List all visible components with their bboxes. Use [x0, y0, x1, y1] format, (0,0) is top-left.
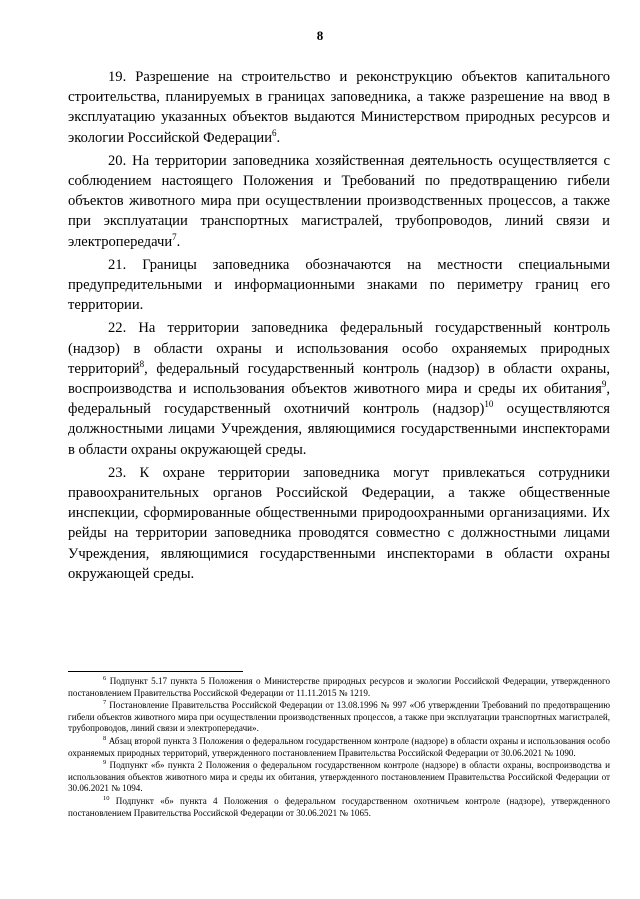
footnote-ref: 8 [139, 358, 145, 369]
page-number: 8 [316, 28, 324, 43]
paragraph-text-part: , федеральный государственный охотничий контроль (надзор) [68, 381, 610, 418]
paragraph-text-part: 22. На территории заповедника федеральный государственный контроль (надзор) в области охраны и использования особо охраняемых природных территорий [68, 320, 610, 377]
paragraph-text: 20. На территории заповедника хозяйственная деятельность осуществляется с соблюдением настоящего Положения и Требований по предотвращению гибели объектов животного мира при осуществлении производственных процессов, а также при эксплуатации транспортных магистралей, трубопроводов, линий связи и электропередачи [68, 152, 610, 250]
footnote-number: 8 [103, 734, 107, 742]
paragraph-text: 19. Разрешение на строительство и реконструкцию объектов капитального строительства, планируемых в границах заповедника, а также разрешение на ввод в эксплуатацию указанных объектов выдаются Министерством природных ресурсов и экологии Российской Федерации [68, 69, 610, 146]
paragraph-20 [68, 151, 610, 252]
footnote-number: 10 [103, 794, 110, 802]
paragraph-tail: . [276, 129, 281, 146]
main-text [68, 67, 610, 587]
footnote-ref: 9 [601, 379, 607, 390]
paragraph-text-part: , федеральный государственный контроль (надзор) в области охраны, воспроизводства и использования объектов животного мира и среды их обитания [68, 360, 610, 398]
footnote-number: 7 [103, 699, 107, 707]
footnote-text: Постановление Правительства Российской Федерации от 13.08.1996 № 997 «Об утверждении Требований по предотвращению гибели объектов животного мира при осуществлении производственных процессов, а также при эксплуатации транспортных магистралей, трубопроводов, линий связи и электропередачи». [68, 700, 610, 734]
footnote-6 [68, 676, 610, 699]
footnote-text: Абзац второй пункта 3 Положения о федеральном государственном контроле (надзоре) в области охраны и использования особо охраняемых природных территорий, утвержденного постановлением Правительства Российской Федерации от 30.06.2021 № 1090. [68, 735, 610, 758]
paragraph-text-part: осуществляются должностными лицами Учреждения, являющимися государственными инспекторами в области охраны окружающей среды. [68, 401, 610, 458]
footnote-9 [68, 760, 610, 795]
footnote-number: 9 [103, 759, 107, 767]
paragraph-23 [68, 463, 610, 584]
footnote-separator [68, 671, 243, 672]
footnote-ref: 10 [484, 399, 494, 410]
paragraph-text: 23. К охране территории заповедника могут привлекаться сотрудники правоохранительных органов Российской Федерации, а также общественные инспекции, сформированные общественными природоохранными организациями. Их рейды на территории заповедника проводятся совместно с должностными лицами Учреждения, являющимися государственными инспекторами в области охраны окружающей среды. [68, 464, 610, 582]
footnote-number: 6 [103, 674, 107, 682]
paragraph-21 [68, 255, 610, 316]
footnote-ref: 7 [172, 231, 177, 242]
footnote-10 [68, 796, 610, 819]
footnote-text: Подпункт «б» пункта 4 Положения о федеральном государственном охотничьем контроле (надзоре), утвержденного постановлением Правительства Российской Федерации от 30.06.2021 № 1065. [68, 795, 610, 818]
footnote-8 [68, 736, 610, 759]
paragraph-22 [68, 318, 610, 459]
footnote-text: Подпункт «б» пункта 2 Положения о федеральном государственном контроле (надзоре) в области охраны, воспроизводства и использования объектов животного мира и среды их обитания, утвержденного постановлением Правительства Российской Федерации от 30.06.2021 № 1094. [68, 760, 610, 794]
paragraph-tail: . [176, 233, 181, 250]
footnote-text: Подпункт 5.17 пункта 5 Положения о Министерстве природных ресурсов и экологии Российской Федерации, утвержденного постановлением Правительства Российской Федерации от 11.11.2015 № 1219. [68, 676, 610, 698]
footnotes [68, 676, 610, 820]
paragraph-19 [68, 67, 610, 148]
footnote-ref: 6 [272, 127, 277, 138]
footnote-7 [68, 700, 610, 735]
paragraph-text: 21. Границы заповедника обозначаются на местности специальными предупредительными и информационными знаками по периметру границ его территории. [68, 256, 610, 314]
